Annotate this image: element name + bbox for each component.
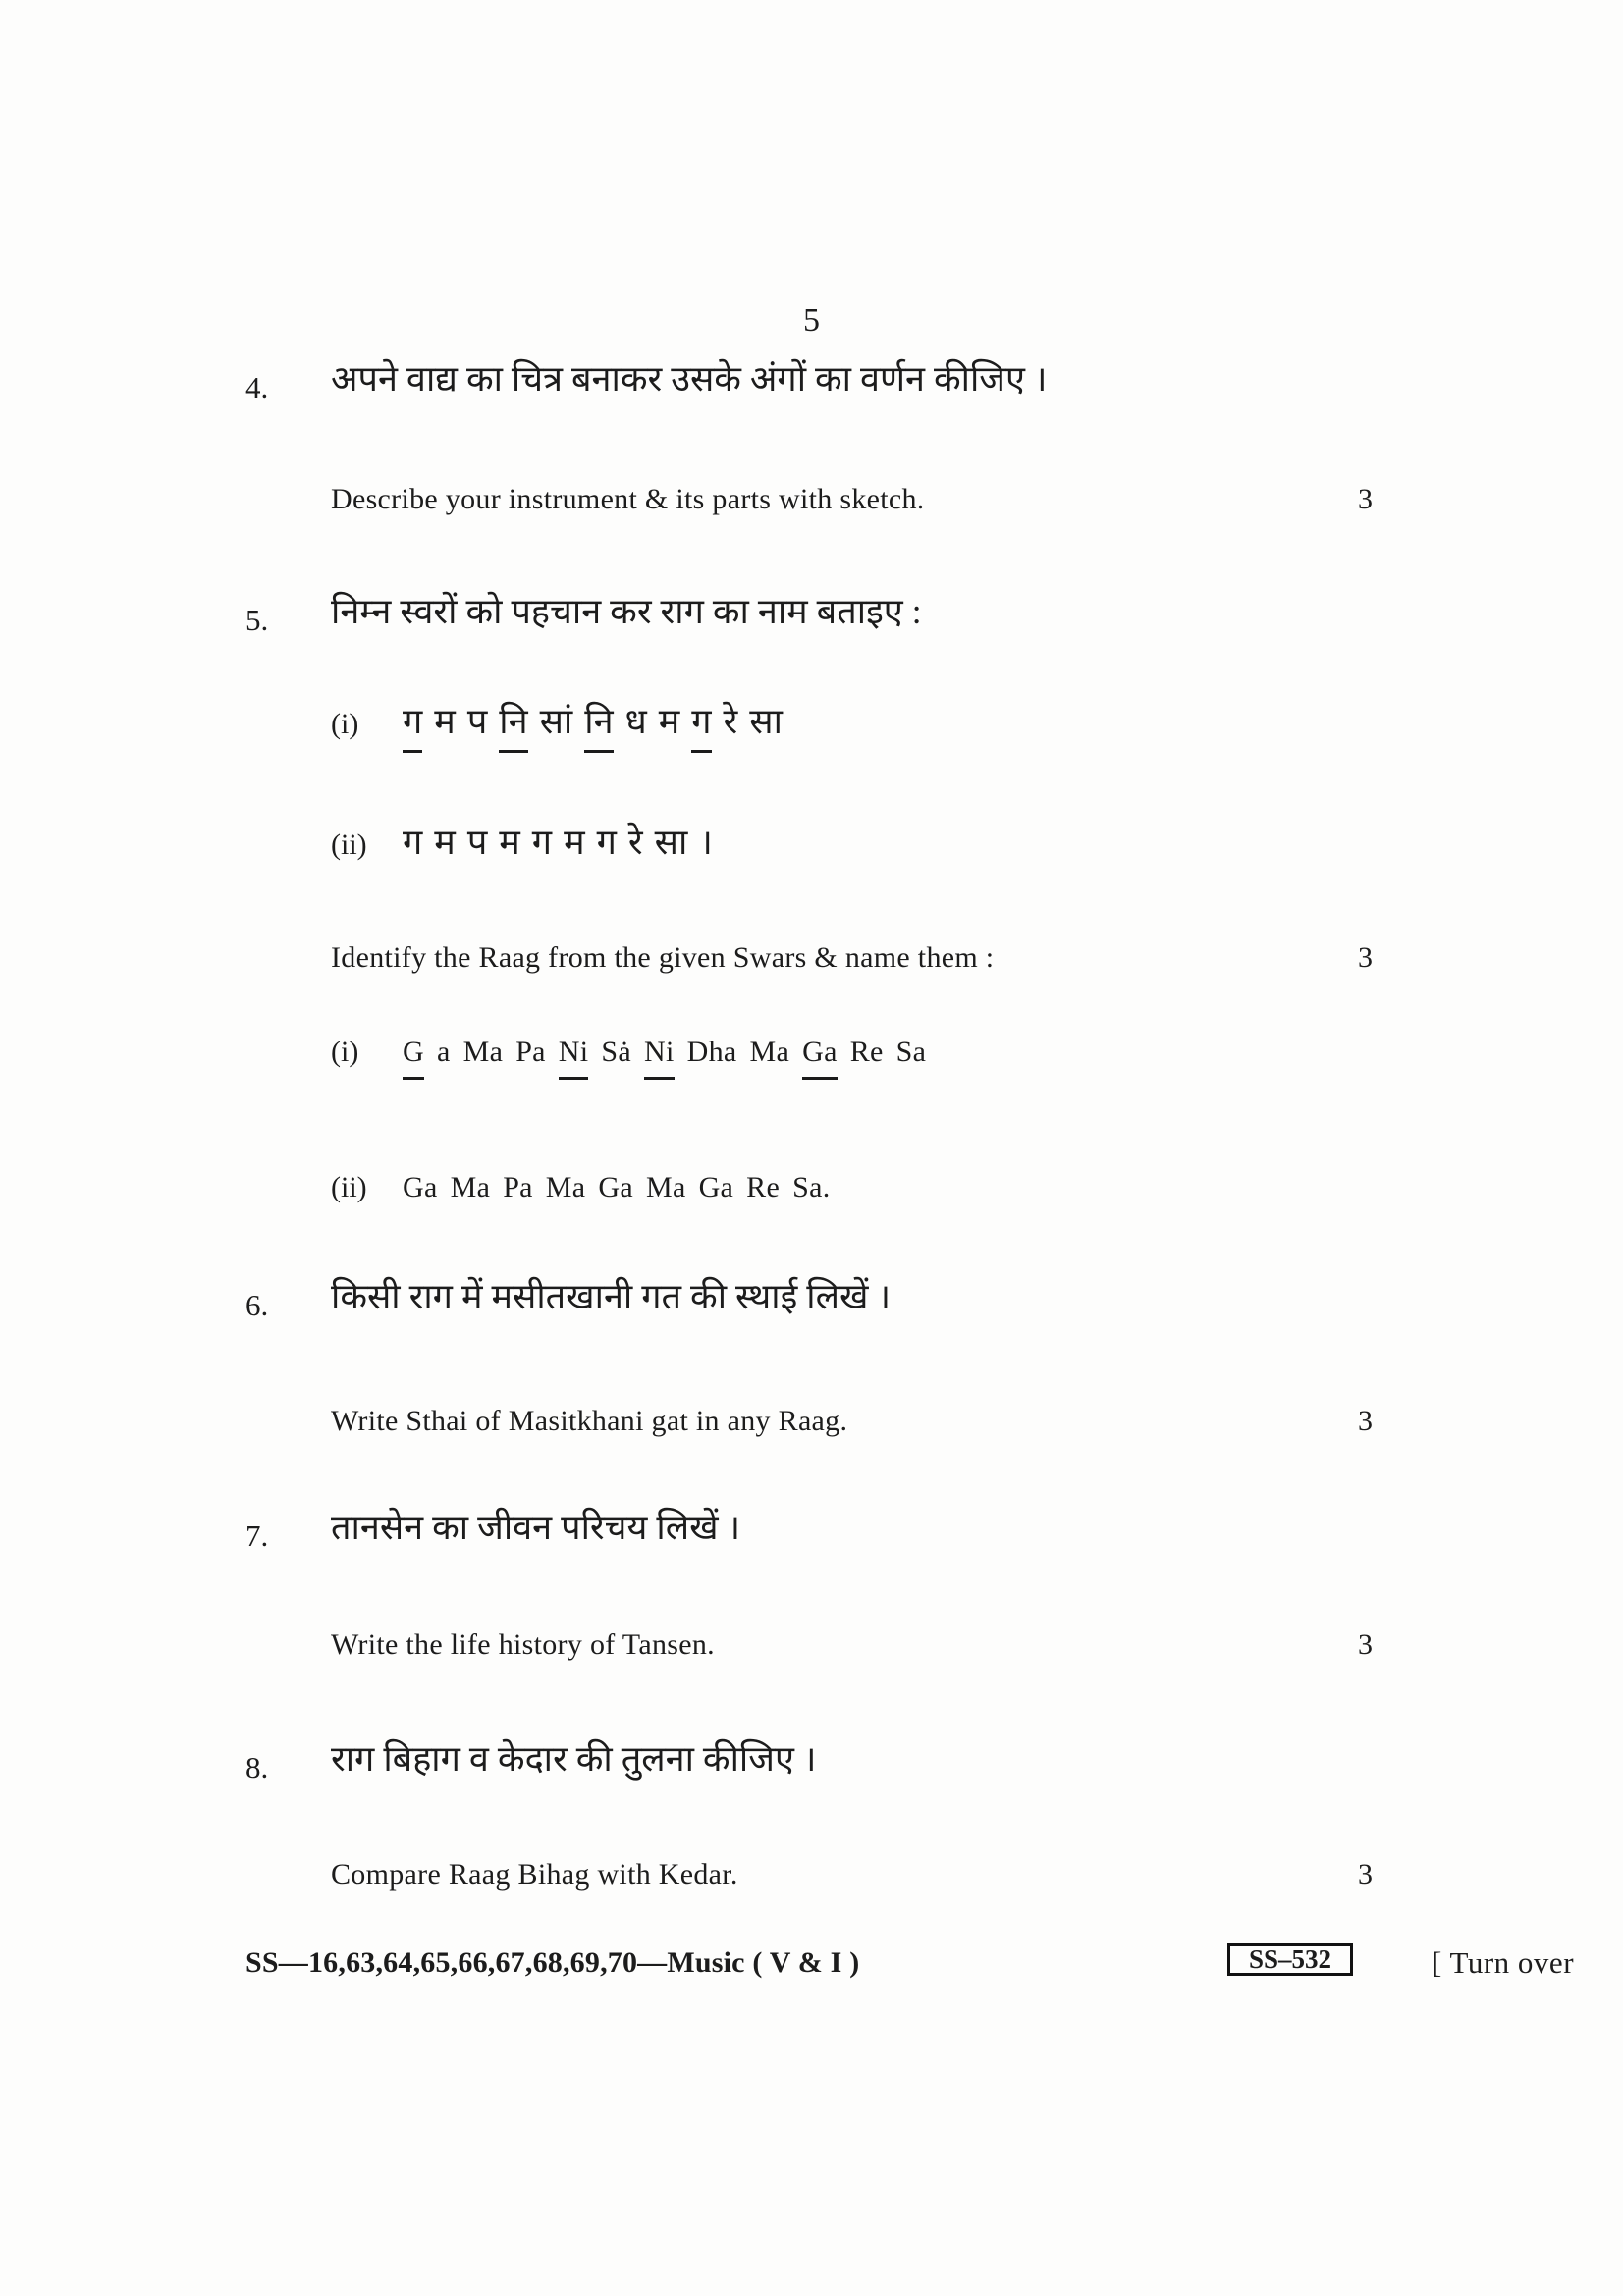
swar-token: Sa. — [792, 1171, 831, 1203]
question-8-english: Compare Raag Bihag with Kedar. — [331, 1858, 738, 1891]
swar-token: नि — [584, 700, 613, 753]
footer-paper-series: SS—16,63,64,65,66,67,68,69,70—Music ( V & I ) — [245, 1947, 860, 1979]
question-5-number: 5. — [245, 603, 269, 637]
swar-token: सा — [654, 823, 688, 862]
swar-token: ग — [691, 700, 711, 753]
swar-token: म — [658, 702, 680, 741]
question-5-english: Identify the Raag from the given Swars & name them : — [331, 941, 995, 974]
swar-token: रे — [627, 823, 643, 862]
swar-token: म — [434, 702, 456, 741]
question-7-english: Write the life history of Tansen. — [331, 1629, 715, 1661]
swar-token: Ma — [450, 1171, 491, 1203]
question-4-hindi: अपने वाद्य का चित्र बनाकर उसके अंगों का वर्णन कीजिए । — [331, 359, 1048, 399]
swar-token: Ni — [644, 1034, 675, 1080]
swar-line-label: (i) — [331, 708, 359, 740]
swar-line-label: (ii) — [331, 828, 367, 861]
swar-token: सा — [749, 702, 783, 741]
swar-token: Ma — [545, 1171, 586, 1203]
swar-token: ग — [596, 823, 617, 862]
swar-token: a — [436, 1036, 451, 1068]
swar-token: Dha — [686, 1036, 737, 1068]
swar-token: नि — [499, 700, 527, 753]
question-7-number: 7. — [245, 1519, 269, 1553]
swar-token: Re — [746, 1171, 781, 1203]
swar-token: म — [434, 823, 456, 862]
swar-token: ध — [624, 702, 647, 741]
swar-tokens-hindi-i — [403, 702, 794, 741]
question-7-marks: 3 — [1358, 1629, 1373, 1661]
swar-token: Ma — [749, 1036, 790, 1068]
swar-line-english-ii — [331, 1169, 843, 1212]
swar-token: Ga — [403, 1171, 438, 1203]
swar-token: Ni — [559, 1034, 589, 1080]
question-6-hindi: किसी राग में मसीतखानी गत की स्थाई लिखें । — [331, 1277, 892, 1316]
swar-token: प — [466, 702, 488, 741]
question-7-hindi: तानसेन का जीवन परिचय लिखें । — [331, 1508, 741, 1547]
swar-token: Ga — [598, 1171, 633, 1203]
swar-token: Sȧ — [601, 1036, 632, 1068]
swar-token: रे — [723, 702, 738, 741]
swar-tokens-english-ii — [403, 1171, 843, 1203]
question-6-marks: 3 — [1358, 1405, 1373, 1437]
swar-token: म — [564, 823, 585, 862]
page-number: 5 — [803, 302, 820, 339]
footer-paper-code-box — [1227, 1943, 1353, 1976]
swar-token: प — [466, 823, 488, 862]
swar-token: ग — [403, 823, 423, 862]
question-4-number: 4. — [245, 370, 269, 404]
swar-token: ग — [403, 700, 422, 753]
swar-token: Ga — [698, 1171, 734, 1203]
footer-turn-over: [ Turn over — [1432, 1946, 1575, 1980]
swar-token: Ga — [802, 1034, 838, 1080]
question-4-marks: 3 — [1358, 483, 1373, 515]
swar-token: Pa — [515, 1036, 546, 1068]
swar-line-label: (i) — [331, 1036, 359, 1068]
swar-tokens-english-i — [403, 1036, 939, 1068]
question-6-english: Write Sthai of Masitkhani gat in any Raag. — [331, 1405, 848, 1437]
swar-line-label: (ii) — [331, 1171, 367, 1203]
question-8-number: 8. — [245, 1750, 269, 1785]
swar-token: Sa — [895, 1036, 927, 1068]
swar-token: Ma — [645, 1171, 686, 1203]
swar-token: सां — [539, 702, 573, 741]
swar-line-hindi-ii — [331, 821, 725, 871]
question-8-hindi: राग बिहाग व केदार की तुलना कीजिए । — [331, 1739, 817, 1779]
swar-line-english-i — [331, 1034, 939, 1080]
question-4-english: Describe your instrument & its parts with sketch. — [331, 483, 925, 515]
swar-token: । — [699, 823, 713, 862]
question-5-marks: 3 — [1358, 941, 1373, 974]
swar-token: Pa — [503, 1171, 533, 1203]
swar-tokens-hindi-ii — [403, 823, 725, 862]
question-6-number: 6. — [245, 1288, 269, 1322]
swar-token: G — [403, 1034, 424, 1080]
footer-paper-code: SS–532 — [1248, 1945, 1332, 1974]
swar-token: म — [499, 823, 520, 862]
question-8-marks: 3 — [1358, 1858, 1373, 1891]
swar-token: Re — [849, 1036, 884, 1068]
swar-token: ग — [531, 823, 553, 862]
question-5-hindi: निम्न स्वरों को पहचान कर राग का नाम बताइए : — [331, 592, 922, 631]
swar-line-hindi-i — [331, 700, 794, 753]
swar-token: Ma — [462, 1036, 504, 1068]
